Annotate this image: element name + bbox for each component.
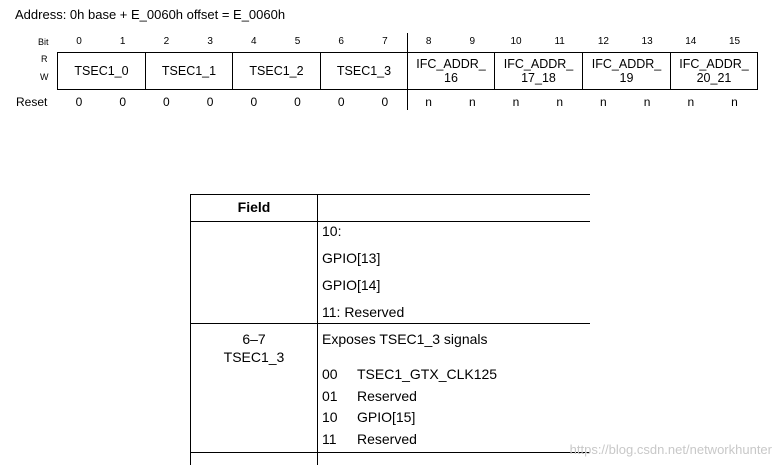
reset-value: 0 <box>381 95 389 109</box>
encoding-description: TSEC1_GTX_CLK125 <box>357 366 498 382</box>
bit-number: 8 <box>425 36 432 47</box>
byte-separator <box>407 33 408 110</box>
encoding-description: Reserved <box>357 388 417 404</box>
bit-number: 6 <box>338 36 344 47</box>
bit-number: 15 <box>728 36 741 47</box>
reset-value: 0 <box>75 95 83 109</box>
bit-number: 3 <box>207 36 213 47</box>
register-field: IFC_ADDR_ 17_18 <box>494 52 582 90</box>
reset-value: 0 <box>119 95 127 109</box>
reset-value: n <box>425 95 432 109</box>
reset-value: 0 <box>163 95 170 109</box>
bit-number: 13 <box>641 36 653 47</box>
write-row-label: W <box>40 72 49 82</box>
field-description-intro: Exposes TSEC1_3 signals <box>322 331 488 347</box>
field-name: TSEC1_3 <box>223 349 285 365</box>
reset-value: n <box>468 95 476 109</box>
encoding-code: 01 <box>322 388 338 404</box>
table-top-border <box>191 194 590 195</box>
register-field: TSEC1_3 <box>320 52 407 90</box>
table-header-border <box>191 221 590 222</box>
bit-number: 7 <box>382 36 388 47</box>
bit-number: 4 <box>251 36 257 47</box>
bit-number: 11 <box>554 36 565 47</box>
register-field: TSEC1_0 <box>57 52 145 90</box>
register-field: IFC_ADDR_ 20_21 <box>670 52 758 90</box>
description-line: 11: Reserved <box>322 304 405 320</box>
bit-number: 2 <box>163 36 170 47</box>
register-field: TSEC1_2 <box>232 52 320 90</box>
table-column-divider <box>317 194 318 465</box>
encoding-code: 10 <box>322 409 338 425</box>
register-field: IFC_ADDR_ 19 <box>582 52 670 90</box>
description-line: 10: <box>322 223 342 239</box>
reset-value: n <box>643 95 651 109</box>
reset-value: n <box>512 95 520 109</box>
address-line: Address: 0h base + E_0060h offset = E_0060h <box>15 7 286 22</box>
table-row-border <box>191 323 590 324</box>
bit-number: 10 <box>510 36 522 47</box>
bit-number: 12 <box>597 36 609 47</box>
bit-row-label: Bit <box>38 37 49 47</box>
header-field: Field <box>237 199 271 215</box>
reset-value: n <box>556 95 564 109</box>
field-bits: 6–7 <box>242 331 266 347</box>
reset-value: n <box>687 95 695 109</box>
field-description-table <box>190 194 590 465</box>
reset-row-label: Reset <box>16 95 48 109</box>
reset-value: 0 <box>206 95 214 109</box>
reset-value: 0 <box>337 95 345 109</box>
bit-number: 0 <box>76 36 82 47</box>
table-row-border <box>191 452 590 453</box>
read-row-label: R <box>41 54 48 64</box>
encoding-description: Reserved <box>357 431 417 447</box>
watermark: https://blog.csdn.net/networkhunter <box>569 442 772 457</box>
bit-number: 14 <box>685 36 697 47</box>
bit-number: 9 <box>469 36 476 47</box>
reset-value: n <box>600 95 607 109</box>
reset-value: 0 <box>294 95 301 109</box>
encoding-description: GPIO[15] <box>357 409 416 425</box>
description-line: GPIO[13] <box>322 250 381 266</box>
register-field: TSEC1_1 <box>145 52 232 90</box>
reset-value: 0 <box>250 95 258 109</box>
bit-number: 5 <box>294 36 301 47</box>
bit-number: 1 <box>119 36 126 47</box>
encoding-code: 00 <box>322 366 338 382</box>
register-field: IFC_ADDR_ 16 <box>407 52 494 90</box>
reset-value: n <box>731 95 738 109</box>
encoding-code: 11 <box>322 431 337 447</box>
description-line: GPIO[14] <box>322 277 381 293</box>
